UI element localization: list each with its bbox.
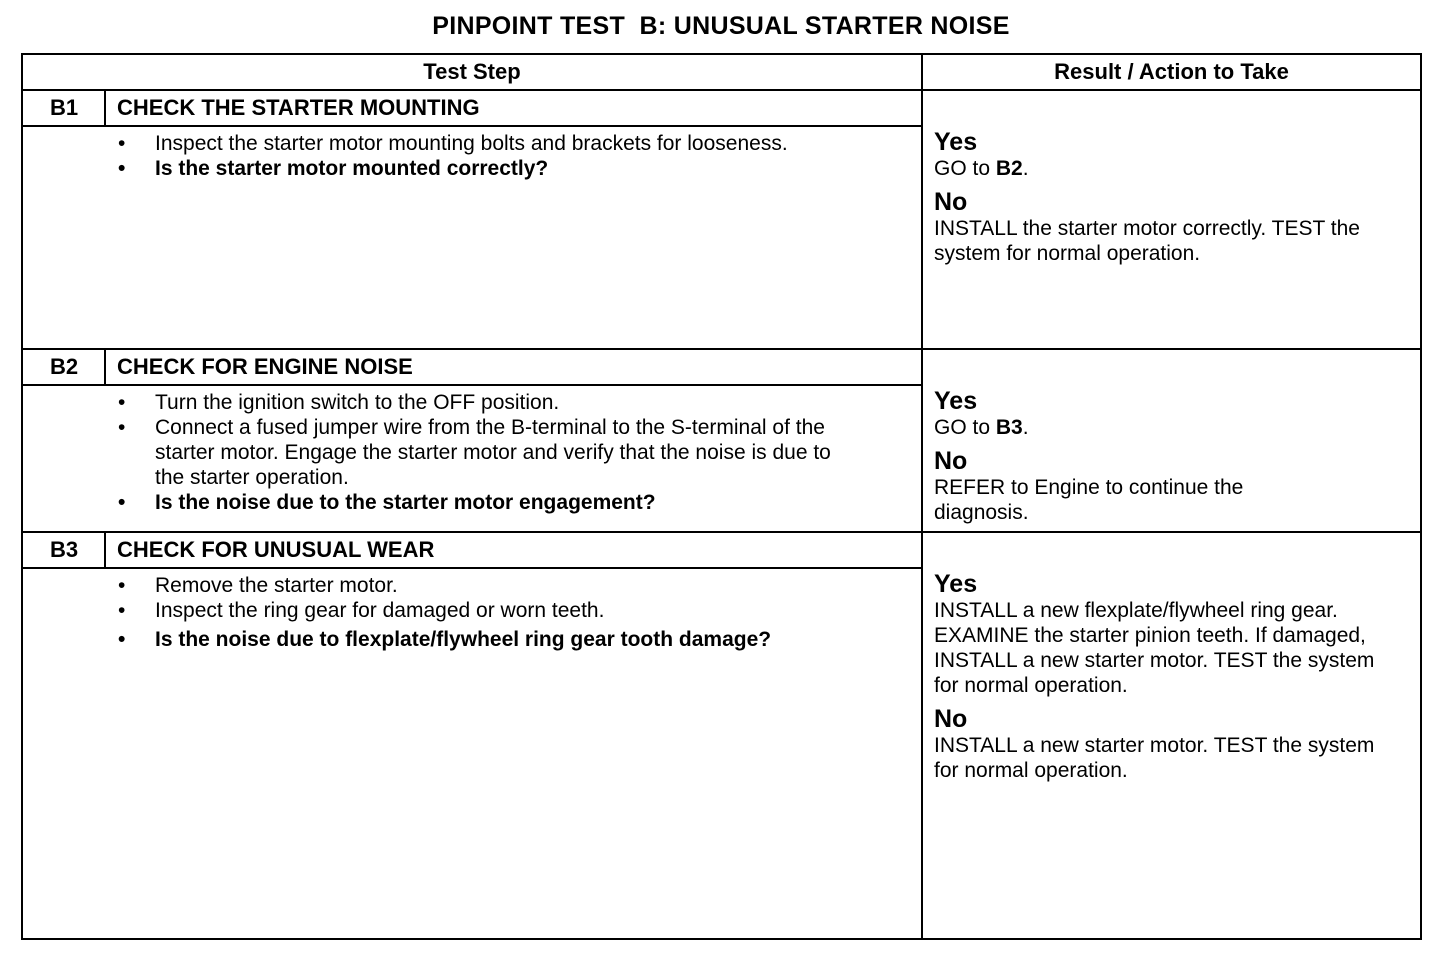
- step-b2-result: [934, 388, 1414, 525]
- list-item: • Connect a fused jumper wire from the B-terminal to the S-terminal of the starter motor. Engage the starter motor and verify that the noise is due to the starter operation.: [110, 415, 855, 490]
- step-title-b3: CHECK FOR UNUSUAL WEAR: [117, 537, 435, 562]
- no-label: No: [934, 447, 968, 475]
- step-title-b1: CHECK THE STARTER MOUNTING: [117, 95, 480, 120]
- yes-label: Yes: [934, 570, 978, 598]
- step-title-b2: CHECK FOR ENGINE NOISE: [117, 354, 413, 379]
- header-result-action: Result / Action to Take: [1054, 59, 1289, 84]
- page-title: PINPOINT TEST B: UNUSUAL STARTER NOISE: [432, 12, 1010, 40]
- step-id-b1: B1: [49, 95, 79, 120]
- step-b1-instructions: [110, 131, 910, 181]
- step-id-b3: B3: [49, 537, 79, 562]
- yes-label: Yes: [934, 387, 978, 415]
- list-item-question: • Is the noise due to the starter motor engagement?: [110, 490, 910, 515]
- column-divider: [921, 53, 923, 940]
- header-test-step: Test Step: [423, 59, 521, 84]
- b2-title-rule: [21, 384, 922, 386]
- yes-label: Yes: [934, 128, 978, 156]
- yes-action: INSTALL a new flexplate/flywheel ring gear. EXAMINE the starter pinion teeth. If damaged, INSTALL a new starter motor. TEST the system for normal operation.: [934, 599, 1375, 697]
- yes-action: GO to B3.: [934, 416, 1029, 439]
- list-item-question: • Is the starter motor mounted correctly?: [110, 156, 910, 181]
- step-b1-result: [934, 129, 1414, 266]
- no-label: No: [934, 188, 968, 216]
- no-action: INSTALL the starter motor correctly. TEST the system for normal operation.: [934, 217, 1360, 265]
- step-id-b2: B2: [49, 354, 79, 379]
- list-item: • Turn the ignition switch to the OFF position.: [110, 390, 910, 415]
- no-label: No: [934, 705, 968, 733]
- list-item: • Inspect the starter motor mounting bolts and brackets for looseness.: [110, 131, 815, 156]
- list-item-question: • Is the noise due to flexplate/flywheel ring gear tooth damage?: [110, 625, 815, 655]
- list-item: • Remove the starter motor.: [110, 573, 910, 598]
- no-action: INSTALL a new starter motor. TEST the system for normal operation.: [934, 734, 1375, 782]
- no-action: REFER to Engine to continue the diagnosis.: [934, 476, 1244, 524]
- step-b3-instructions: [110, 573, 910, 655]
- step-b3-result: [934, 571, 1414, 783]
- b1-title-rule: [21, 125, 922, 127]
- b3-title-rule: [21, 567, 922, 569]
- step-b2-instructions: [110, 390, 910, 515]
- list-item: • Inspect the ring gear for damaged or worn teeth.: [110, 598, 910, 623]
- yes-action: GO to B2.: [934, 157, 1029, 180]
